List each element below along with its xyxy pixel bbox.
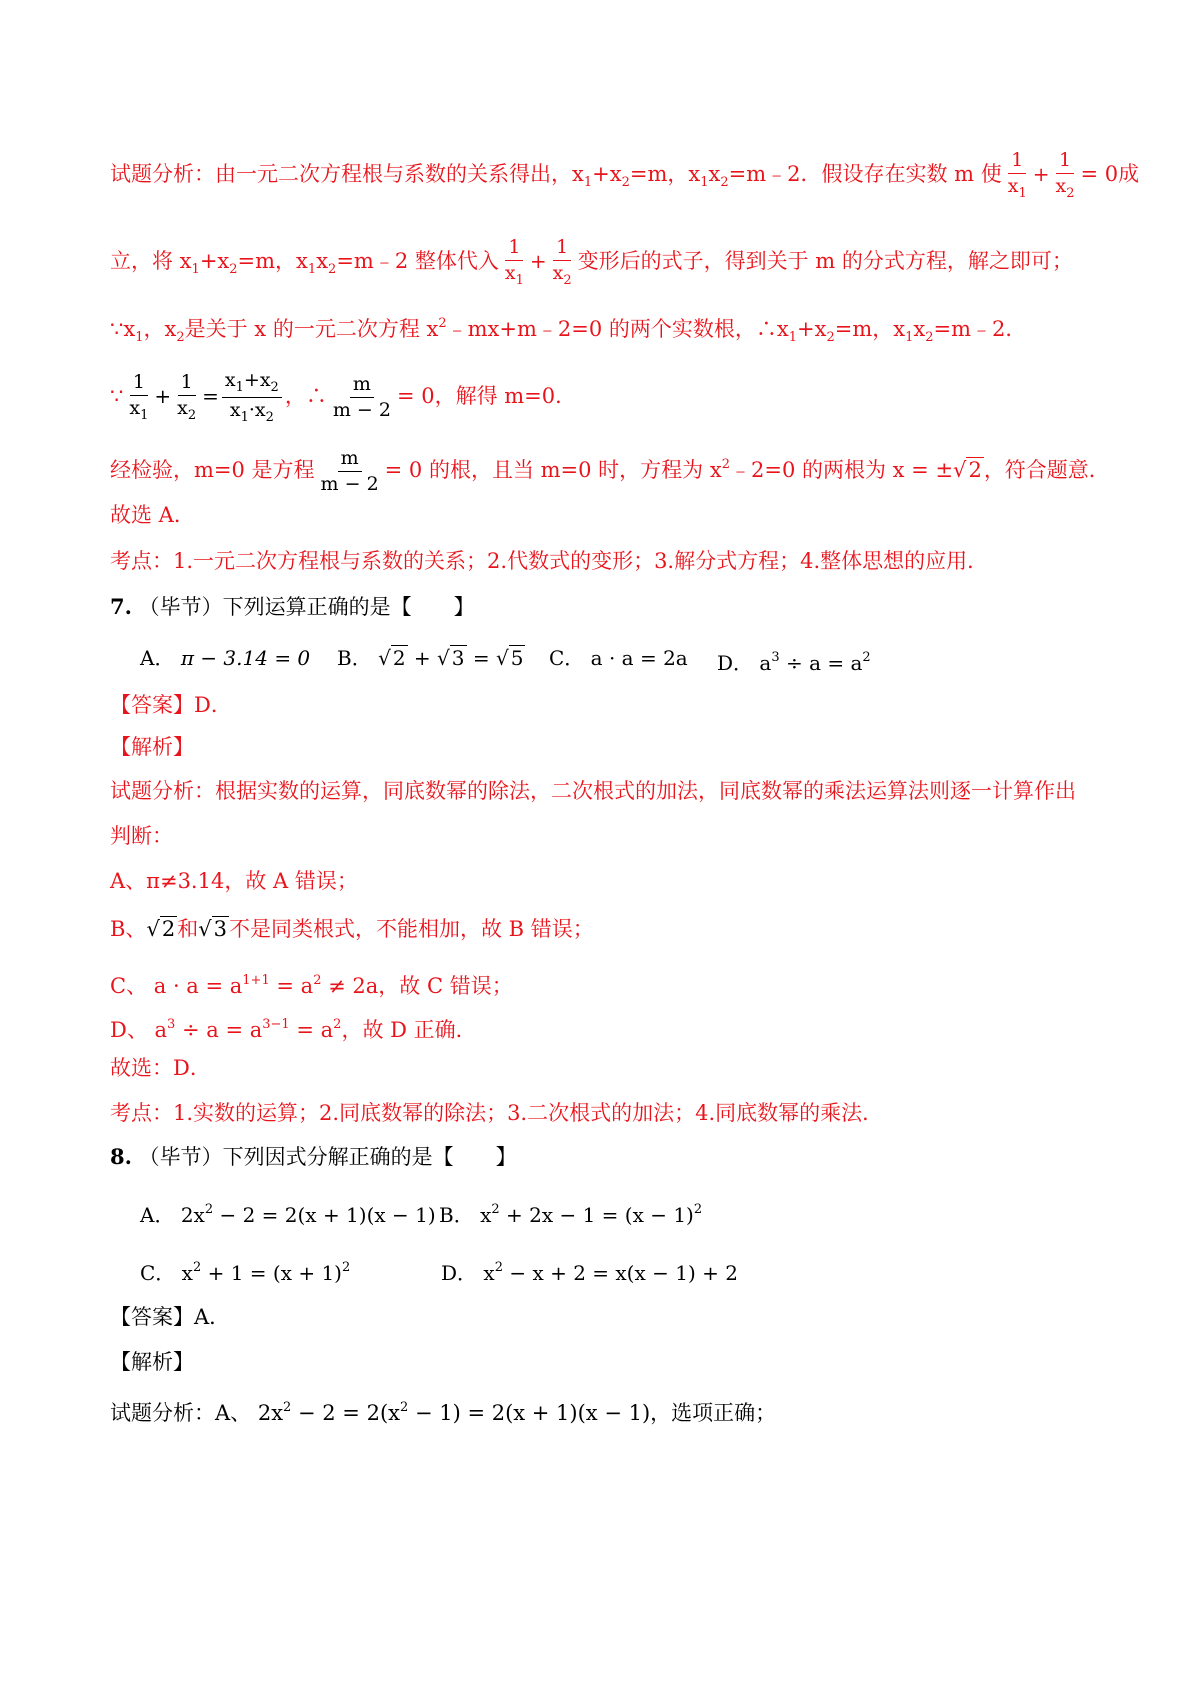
- subscript: 1: [583, 175, 593, 190]
- text: +x: [592, 162, 622, 186]
- radicand: 5: [510, 646, 524, 670]
- text: ，x: [143, 317, 177, 341]
- q8-option-d: [441, 1253, 738, 1288]
- fraction-m-over-m-minus-2: $\frac{m}{m - 2}$: [332, 373, 391, 421]
- plus: +: [407, 646, 438, 670]
- q6-analysis-line-5: [110, 449, 1110, 494]
- option-label: D．: [717, 651, 754, 675]
- question-number: 7.: [110, 594, 132, 619]
- option-label: C．: [140, 1261, 176, 1285]
- superscript: 2: [192, 1260, 202, 1275]
- q8-analysis-line-1: [110, 1393, 776, 1428]
- subscript: 1: [191, 262, 200, 277]
- radicand: 3: [213, 917, 227, 941]
- option-expr: + 1 = (x + 1): [201, 1261, 342, 1285]
- text: ÷ a = a: [175, 1018, 263, 1042]
- subscript: 2: [826, 330, 835, 345]
- superscript: 2: [494, 1260, 503, 1275]
- text: ∵x: [110, 317, 136, 341]
- q6-analysis-line-3: [110, 309, 1026, 353]
- text: − 2 = 2(x: [291, 1401, 400, 1425]
- text: =m﹣2．假设存在实数 m 使: [728, 162, 1002, 186]
- text: 不是同类根式，不能相加，故 B 错误；: [228, 917, 594, 941]
- q7-option-b: [337, 643, 525, 673]
- text: 是关于 x 的一元二次方程 x: [184, 317, 439, 341]
- subscript: 2: [328, 262, 337, 277]
- fraction-1-over-x2: $\frac{1}{x_2}$: [1055, 149, 1075, 201]
- superscript: 2: [862, 650, 871, 665]
- text: = a: [289, 1018, 334, 1042]
- superscript: 2: [313, 973, 322, 988]
- fraction-1-over-x1: $\frac{1}{x_1}$: [129, 371, 149, 423]
- plus: +: [154, 384, 172, 408]
- q7-option-a: [140, 643, 310, 673]
- q6-answer-choice: 故选 A．: [110, 503, 195, 527]
- option-expr: x: [181, 1261, 193, 1285]
- text: ≠ 2a，故 C 错误；: [321, 974, 513, 998]
- option-expr: − 2 = 2(x + 1)(x − 1): [213, 1203, 436, 1227]
- subscript: 1: [307, 262, 317, 277]
- sqrt-icon: √: [378, 646, 391, 670]
- text: ﹣2=0 的两根为 x = ±: [729, 458, 954, 482]
- fraction-1-over-x2: $\frac{1}{x_2}$: [177, 371, 197, 423]
- option-expr: x: [480, 1203, 492, 1227]
- fraction-m-over-m-minus-2: $\frac{m}{m - 2}$: [320, 447, 379, 495]
- text: =m﹣2 整体代入: [336, 249, 499, 273]
- text: 和: [177, 917, 199, 941]
- option-expr: x: [483, 1261, 495, 1285]
- sqrt-icon: √: [146, 917, 160, 941]
- superscript: 3−1: [262, 1017, 290, 1032]
- q7-stem: [110, 592, 475, 622]
- text: ﹣mx+m﹣2=0 的两个实数根，∴x: [446, 317, 789, 341]
- text: − 1) = 2(x + 1)(x − 1): [408, 1401, 651, 1425]
- superscript: 2: [399, 1400, 409, 1415]
- radicand: 2: [392, 646, 406, 670]
- option-label: B．: [439, 1203, 474, 1227]
- q7-option-d: [717, 643, 871, 678]
- text: ，选项正确；: [650, 1401, 777, 1425]
- text: =m﹣2．: [933, 317, 1027, 341]
- q8-stem: [110, 1142, 517, 1172]
- equals: =: [466, 646, 496, 670]
- text: =m，x: [237, 249, 308, 273]
- q7-answer-choice: 故选：D．: [110, 1056, 211, 1080]
- text: ，符合题意．: [983, 458, 1110, 482]
- superscript: 2: [283, 1400, 292, 1415]
- text: = 0 的根，且当 m=0 时，方程为 x: [384, 458, 722, 482]
- superscript: 2: [693, 1202, 703, 1217]
- text: 变形后的式子，得到关于 m 的分式方程，解之即可；: [577, 249, 1073, 273]
- superscript: 2: [342, 1260, 351, 1275]
- sqrt-icon: √: [437, 646, 450, 670]
- text: +x: [797, 317, 827, 341]
- q6-kaodian: 考点：1.一元二次方程根与系数的关系；2.代数式的变形；3.解分式方程；4.整体思想的应用．: [110, 549, 989, 573]
- text: 经检验，m=0 是方程: [110, 458, 315, 482]
- subscript: 1: [788, 330, 798, 345]
- subscript: 2: [621, 175, 630, 190]
- q6-analysis-line-2: [110, 238, 1073, 287]
- fraction-1-over-x1: $\frac{1}{x_1}$: [1007, 149, 1027, 201]
- text: ∵: [110, 384, 124, 408]
- question-number: 8.: [110, 1144, 132, 1169]
- option-label: B．: [337, 646, 372, 670]
- superscript: 3: [771, 650, 780, 665]
- subscript: 2: [720, 175, 729, 190]
- superscript: 2: [438, 316, 447, 331]
- q8-option-b: [439, 1195, 702, 1230]
- fraction-1-over-x1: $\frac{1}{x_1}$: [504, 236, 524, 288]
- text: +x: [199, 249, 230, 273]
- q8-answer: 【答案】A．: [110, 1305, 231, 1329]
- equals: =: [202, 384, 219, 408]
- text: = a: [269, 974, 314, 998]
- text: = 0成: [1080, 162, 1140, 186]
- superscript: 3: [167, 1017, 176, 1032]
- subscript: 2: [176, 330, 185, 345]
- q6-analysis-line-1: [110, 151, 1139, 200]
- option-label: C．: [549, 646, 585, 670]
- radicand: 3: [451, 646, 465, 670]
- text: 试题分析：A、 2x: [110, 1401, 284, 1425]
- question-text: （毕节）下列运算正确的是【 】: [138, 595, 475, 619]
- superscript: 2: [491, 1202, 500, 1217]
- option-expr: a · a = 2a: [590, 646, 688, 670]
- question-text: （毕节）下列因式分解正确的是【 】: [138, 1145, 517, 1169]
- q8-jiexi-heading: 【解析】: [110, 1350, 194, 1374]
- plus: +: [529, 249, 547, 273]
- text: x: [316, 249, 329, 273]
- q7-analysis-b: [110, 914, 594, 944]
- subscript: 1: [905, 330, 914, 345]
- text: 立，将 x: [110, 249, 192, 273]
- q7-analysis-a: A、π≠3.14，故 A 错误；: [110, 869, 358, 893]
- text: B、: [110, 917, 147, 941]
- option-expr: + 2x − 1 = (x − 1): [499, 1203, 694, 1227]
- q7-analysis-line-2: 判断：: [110, 824, 173, 848]
- subscript: 2: [229, 262, 238, 277]
- text: D、 a: [110, 1018, 168, 1042]
- sqrt-icon: √: [496, 646, 509, 670]
- q8-option-c: [140, 1253, 350, 1288]
- text: C、 a · a = a: [110, 974, 243, 998]
- superscript: 2: [204, 1202, 214, 1217]
- q7-analysis-line-1: 试题分析：根据实数的运算，同底数幂的除法，二次根式的加法，同底数幂的乘法运算法则逐一计算作出: [110, 779, 1076, 803]
- fraction-1-over-x2: $\frac{1}{x_2}$: [552, 236, 572, 288]
- superscript: 1+1: [242, 973, 270, 988]
- radicand: 2: [161, 917, 176, 941]
- q7-answer: 【答案】D．: [110, 693, 232, 717]
- subscript: 1: [700, 175, 709, 190]
- sqrt-icon: √: [198, 917, 212, 941]
- q7-analysis-d: [110, 1010, 477, 1045]
- subscript: 1: [135, 330, 144, 345]
- q7-analysis-c: [110, 966, 513, 1001]
- q7-kaodian: 考点：1.实数的运算；2.同底数幂的除法；3.二次根式的加法；4.同底数幂的乘法．: [110, 1101, 884, 1125]
- option-expr: 2x: [180, 1203, 205, 1227]
- subscript: 2: [925, 330, 934, 345]
- text: = 0，解得 m=0．: [396, 384, 577, 408]
- q7-option-c: [549, 643, 688, 673]
- text: =m，x: [834, 317, 906, 341]
- q6-analysis-line-4: [110, 371, 576, 424]
- text: ，∴: [284, 384, 327, 408]
- q7-jiexi-heading: 【解析】: [110, 735, 194, 759]
- text: 试题分析：由一元二次方程根与系数的关系得出，x: [110, 162, 584, 186]
- text: x: [913, 317, 926, 341]
- superscript: 2: [721, 457, 730, 472]
- text: x: [708, 162, 721, 186]
- option-label: D．: [441, 1261, 478, 1285]
- option-expr: a: [759, 651, 772, 675]
- sqrt-icon: √: [953, 458, 967, 482]
- option-expr: ÷ a = a: [779, 651, 863, 675]
- text: =m，x: [629, 162, 701, 186]
- fraction-sum-over-product: $\frac{x_1+x_2}{x_1\cdot x_2}$: [222, 371, 282, 424]
- option-label: A．: [140, 1203, 175, 1227]
- superscript: 2: [333, 1017, 342, 1032]
- radicand: 2: [968, 458, 982, 482]
- option-label: A．: [140, 646, 175, 670]
- q8-option-a: [140, 1195, 436, 1230]
- text: ，故 D 正确．: [341, 1018, 477, 1042]
- option-expr: − x + 2 = x(x − 1) + 2: [502, 1261, 738, 1285]
- plus: +: [1032, 162, 1050, 186]
- option-expr: π − 3.14 = 0: [180, 646, 311, 670]
